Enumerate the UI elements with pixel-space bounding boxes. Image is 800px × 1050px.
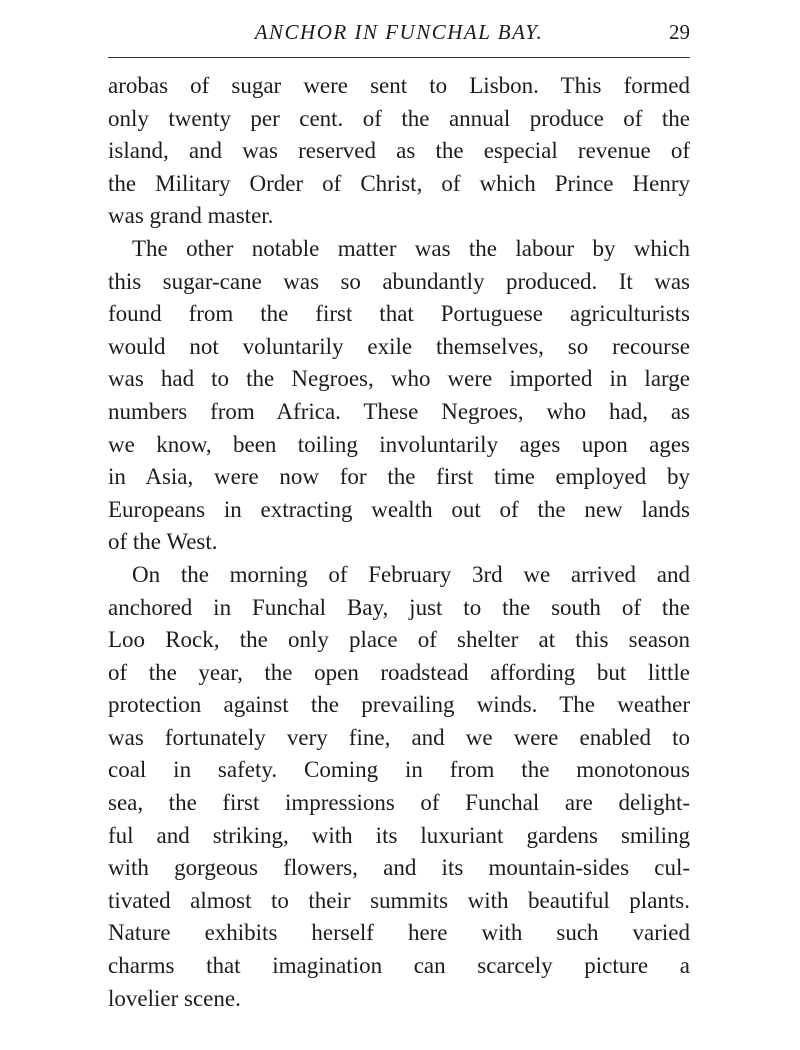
body-text [108,70,690,1015]
text-line: found from the first that Portuguese agriculturists [108,301,690,327]
text-line: ful and striking, with its luxuriant gardens smiling [108,822,690,848]
text-line: arobas of sugar were sent to Lisbon. This formed [108,73,690,98]
text-line: anchored in Funchal Bay, just to the south of the [108,594,690,620]
text-line: Nature exhibits herself here with such varied [108,920,690,946]
text-line: only twenty per cent. of the annual produce of the [108,105,690,131]
text-line: in Asia, were now for the first time employed by [108,464,690,490]
text-line: of the year, the open roadstead affording but little [108,659,690,685]
text-line: we know, been toiling involuntarily ages upon ages [108,431,690,457]
text-line: tivated almost to their summits with beautiful plants. [108,887,690,913]
text-line: with gorgeous flowers, and its mountain-sides cul- [108,855,690,881]
text-line: lovelier scene. [108,985,241,1011]
text-line: was fortunately very fine, and we were enabled to [108,724,690,750]
text-line: numbers from Africa. These Negroes, who had, as [108,398,690,424]
text-line: would not voluntarily exile themselves, so recourse [108,333,690,359]
paragraph-2 [108,233,690,559]
page-number: 29 [669,20,690,44]
text-line: island, and was reserved as the especial revenue of [108,138,690,164]
paragraph-3 [108,559,690,1015]
running-header [108,20,690,50]
text-line: The other notable matter was the labour by which [132,235,690,261]
text-line: this sugar-cane was so abundantly produced. It was [108,268,690,294]
text-line: charms that imagination can scarcely picture a [108,953,690,979]
text-line: protection against the prevailing winds. The weather [108,692,690,718]
text-line: coal in safety. Coming in from the monotonous [108,757,690,783]
header-rule [108,57,690,58]
text-line: of the West. [108,529,218,555]
text-line: Loo Rock, the only place of shelter at this season [108,627,690,653]
paragraph-1 [108,70,690,233]
text-line: the Military Order of Christ, of which Prince Henry [108,170,690,196]
running-title: ANCHOR IN FUNCHAL BAY. [254,20,544,44]
text-line: was had to the Negroes, who were imported in large [108,366,690,392]
text-line: On the morning of February 3rd we arrived and [132,561,690,587]
text-line: Europeans in extracting wealth out of the new lands [108,496,690,522]
text-line: was grand master. [108,203,274,229]
text-line: sea, the first impressions of Funchal are delight- [108,790,690,816]
